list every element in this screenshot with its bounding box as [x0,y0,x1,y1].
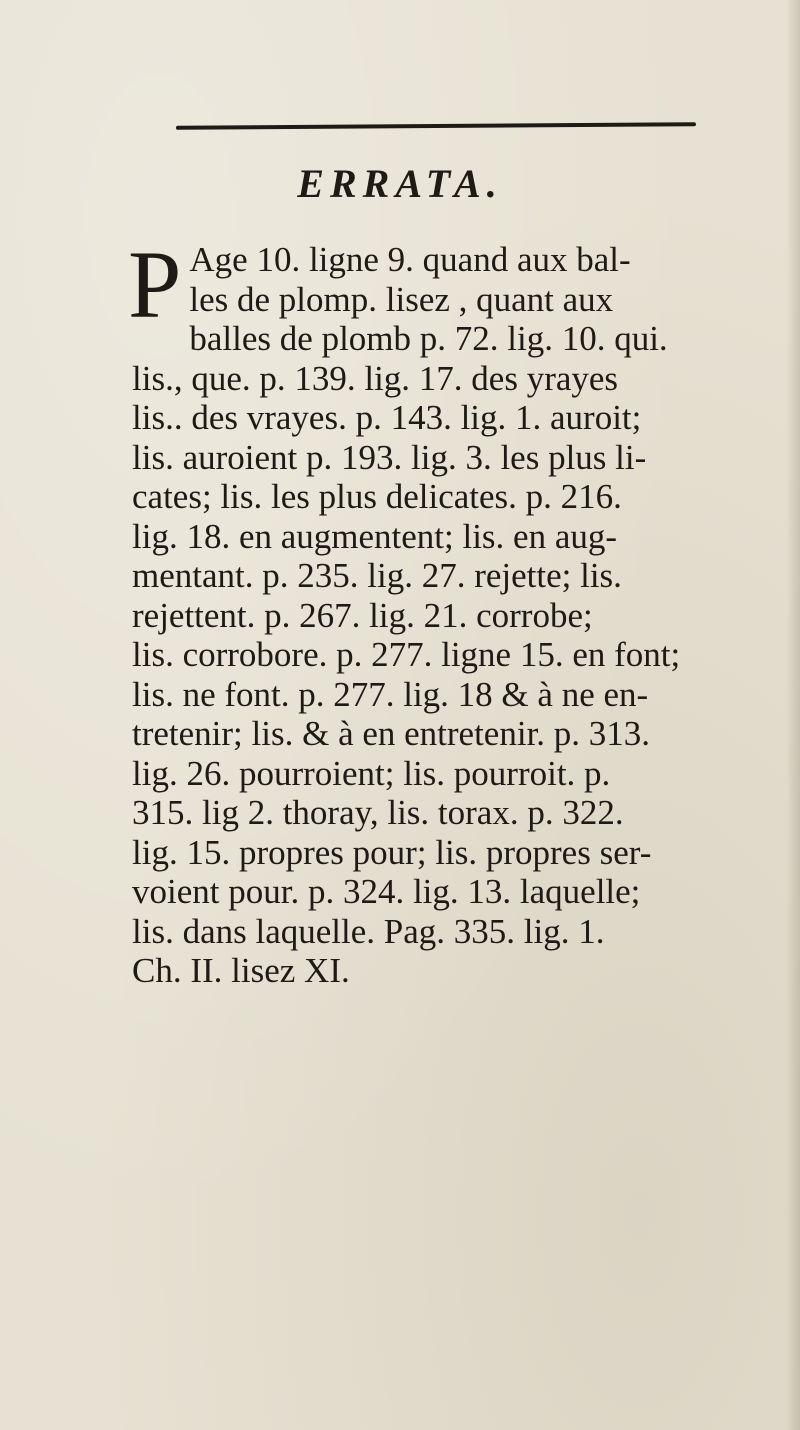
errata-line: lis. ne font. p. 277. lig. 18 & à ne en- [132,674,649,714]
errata-line: lig. 15. propres pour; lis. propres ser- [132,832,652,872]
errata-line: Age 10. ligne 9. quand aux bal- [189,240,631,279]
errata-line: Ch. II. lisez XI. [132,951,350,990]
drop-cap: P [128,231,182,338]
errata-line: lig. 26. pourroient; lis. pourroit. p. [132,753,611,793]
errata-line: lis., que. p. 139. lig. 17. des yrayes [132,358,619,398]
errata-line: tretenir; lis. & à en entretenir. p. 313. [132,714,651,753]
errata-line: les de plomp. lisez , quant aux [189,279,614,319]
errata-line: 315. lig 2. thoray, lis. torax. p. 322. [132,793,624,832]
errata-line: mentant. p. 235. lig. 27. rejette; lis. [132,556,622,595]
errata-line: lig. 18. en augmentent; lis. en aug- [132,516,618,556]
header-rule [176,122,696,130]
errata-line: lis. corrobore. p. 277. ligne 15. en font; [132,635,681,674]
errata-heading: ERRATA. [297,161,503,206]
errata-text [128,231,712,991]
errata-line: lis. dans laquelle. Pag. 335. lig. 1. [132,911,605,951]
errata-line: voient pour. p. 324. lig. 13. laquelle; [132,872,641,911]
errata-line: rejettent. p. 267. lig. 21. corrobe; [132,595,593,635]
errata-line: lis.. des vrayes. p. 143. lig. 1. auroit; [132,398,642,437]
errata-line: balles de plomb p. 72. lig. 10. qui. [189,319,668,358]
errata-line: cates; lis. les plus delicates. p. 216. [132,477,622,516]
page-edge-shadow [786,0,800,1430]
errata-line: lis. auroient p. 193. lig. 3. les plus li- [132,437,647,477]
